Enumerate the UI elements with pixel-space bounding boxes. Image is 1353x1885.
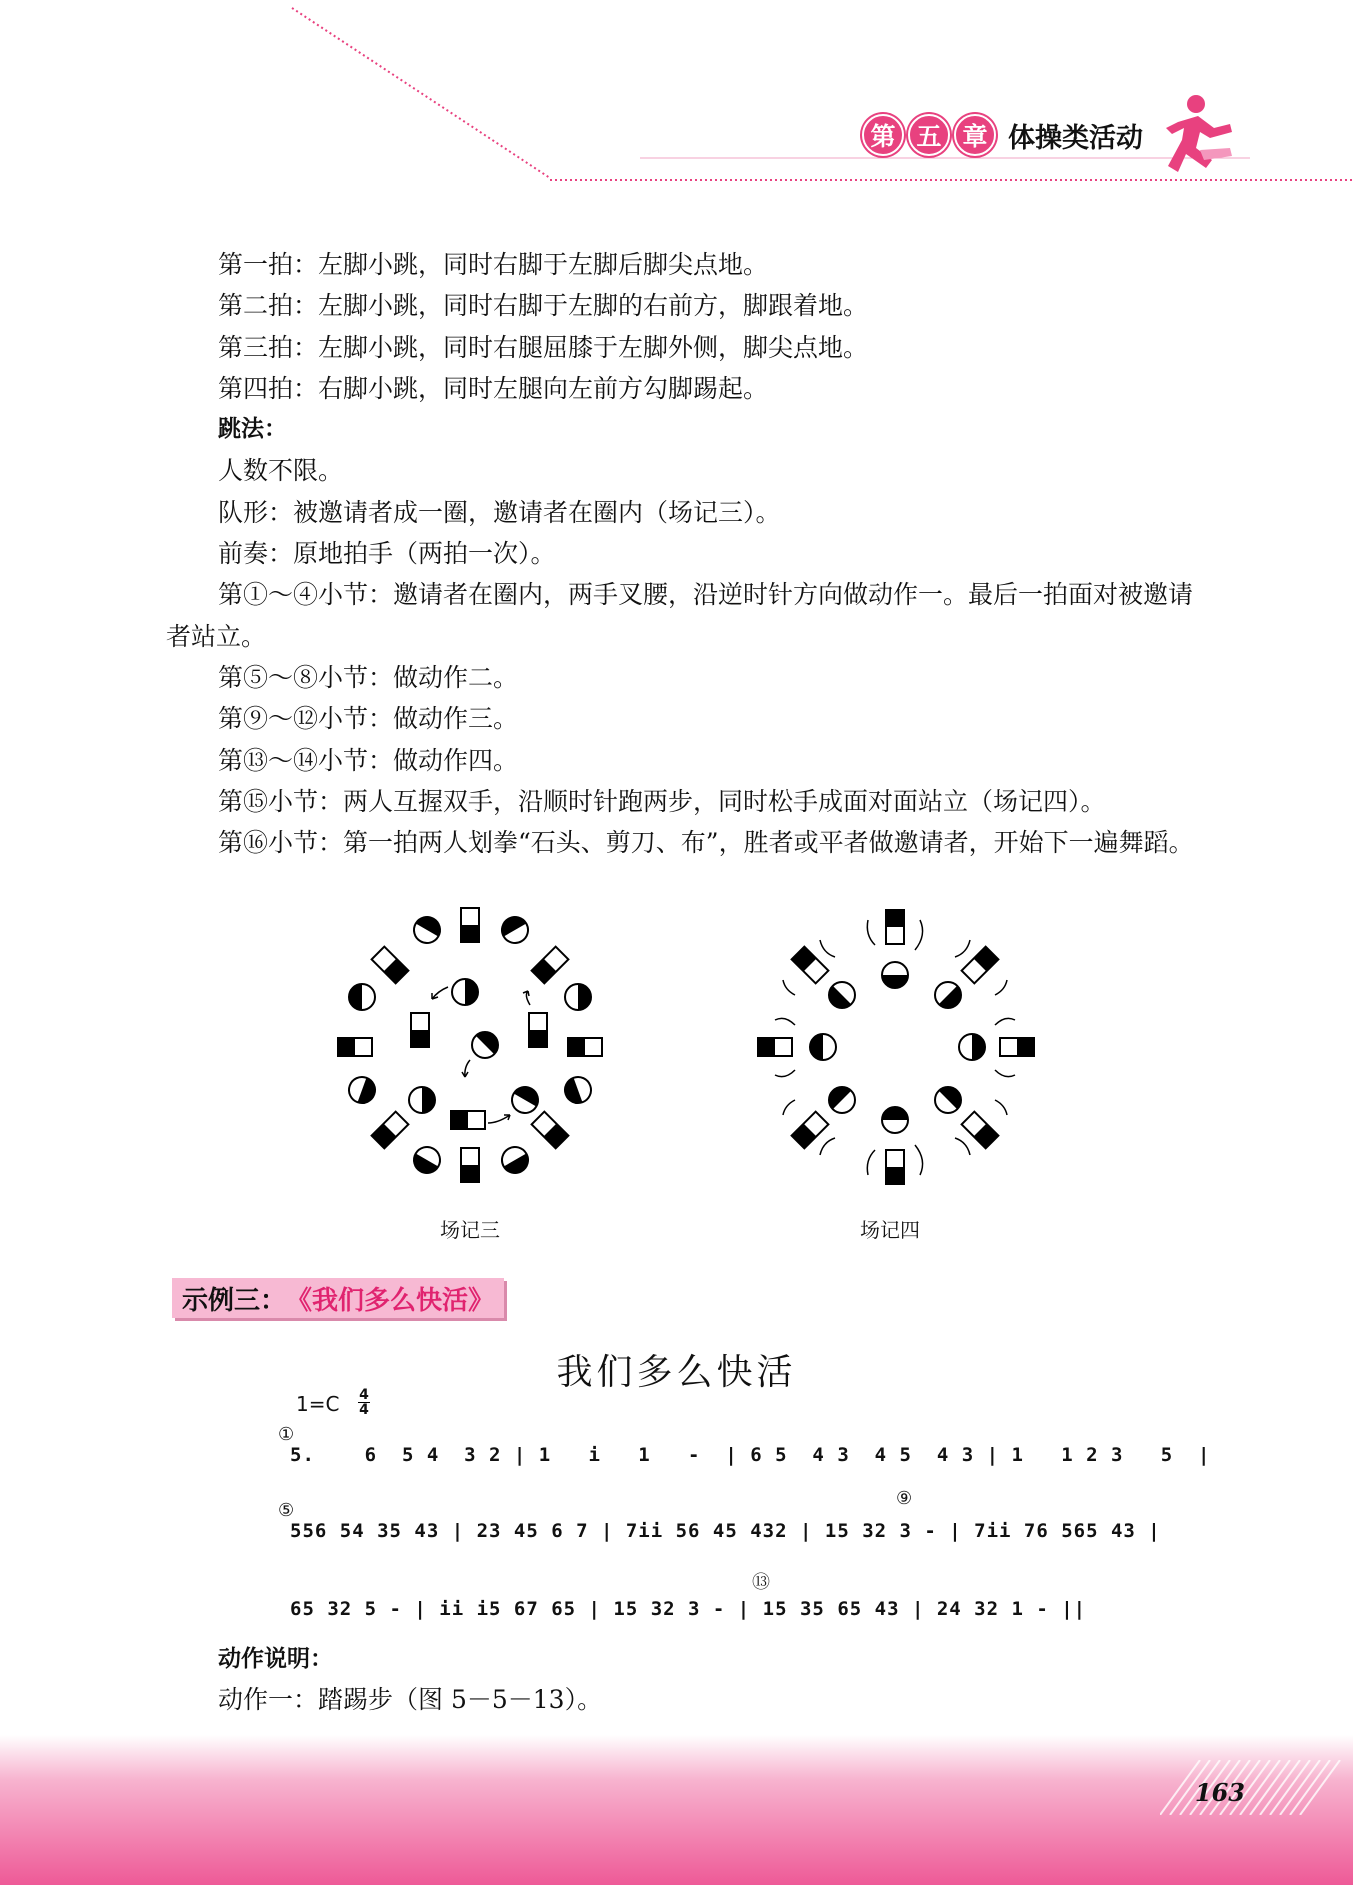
beat-2: 第二拍：左脚小跳，同时右脚于左脚的右前方，脚跟着地。 <box>218 291 869 321</box>
example-label: 示例三： <box>182 1285 287 1316</box>
field-diagram-4 <box>735 895 1035 1195</box>
caption-field-4: 场记四 <box>860 1218 920 1242</box>
measure-9-marker: ⑨ <box>896 1488 913 1509</box>
song-title: 我们多么快活 <box>556 1352 797 1393</box>
caption-field-3: 场记三 <box>440 1218 500 1242</box>
score-row-1: 5. 6 5 4 3 2 | 1 i 1 - | 6 5 4 3 4 5 4 3 | 1 1 2 3 5 | <box>290 1444 1211 1466</box>
measure-5-marker: ⑤ <box>278 1500 295 1521</box>
chapter-header <box>862 114 1143 156</box>
measure-13-marker: ⑬ <box>752 1572 770 1593</box>
bars-1-4: 第①～④小节：邀请者在圈内，两手叉腰，沿逆时针方向做动作一。最后一拍面对被邀请者站立。 <box>166 580 1194 651</box>
time-signature <box>358 1388 370 1417</box>
bars-9-12: 第⑨～⑫小节：做动作三。 <box>218 704 519 734</box>
field-diagram-3 <box>320 895 620 1195</box>
formation: 队形：被邀请者成一圈，邀请者在圈内（场记三）。 <box>218 497 781 527</box>
bars-13-14: 第⑬～⑭小节：做动作四。 <box>218 745 519 775</box>
beat-4: 第四拍：右脚小跳，同时左腿向左前方勾脚踢起。 <box>218 373 769 403</box>
time-bottom: 4 <box>359 1402 369 1418</box>
bars-5-8: 第⑤～⑧小节：做动作二。 <box>218 662 519 692</box>
dance-heading: 跳法： <box>218 416 287 443</box>
page-number: 163 <box>1194 1778 1245 1807</box>
key-signature: 1=C <box>296 1392 340 1416</box>
action-1: 动作一：踏踢步（图 5－5－13）。 <box>218 1685 603 1714</box>
body-text <box>166 244 1216 863</box>
people: 人数不限。 <box>218 456 344 486</box>
beat-1: 第一拍：左脚小跳，同时右脚于左脚后脚尖点地。 <box>218 250 769 279</box>
example-title: 《我们多么快活》 <box>286 1285 495 1316</box>
footer-stripes <box>1160 1760 1350 1815</box>
chapter-char-1: 第 <box>862 114 904 156</box>
chapter-char-3: 章 <box>954 114 996 156</box>
actions-heading: 动作说明： <box>218 1646 333 1672</box>
footer-band <box>0 1735 1353 1885</box>
chapter-char-2: 五 <box>908 114 950 156</box>
measure-1-marker: ① <box>278 1424 295 1445</box>
bar-15: 第⑮小节：两人互握双手，沿顺时针跑两步，同时松手成面对面站立（场记四）。 <box>218 786 1106 816</box>
bar-16: 第⑯小节：第一拍两人划拳“石头、剪刀、布”，胜者或平者做邀请者，开始下一遍舞蹈。 <box>218 828 1194 858</box>
header-decoration <box>0 0 1353 200</box>
time-top: 4 <box>359 1387 369 1403</box>
chapter-title: 体操类活动 <box>1008 122 1143 154</box>
example-banner <box>172 1278 504 1318</box>
score-row-3: 65 32 5 - | ii i5 67 65 | 15 32 3 - | 15 35 65 43 | 24 32 1 - || <box>290 1598 1087 1620</box>
intro: 前奏：原地拍手（两拍一次）。 <box>218 539 556 569</box>
runner-icon <box>1166 95 1232 172</box>
beat-3: 第三拍：左脚小跳，同时右腿屈膝于左脚外侧，脚尖点地。 <box>218 332 869 362</box>
score-row-2: 556 54 35 43 | 23 45 6 7 | 7ii 56 45 432 | 15 32 3 - | 7ii 76 565 43 | <box>290 1520 1161 1542</box>
